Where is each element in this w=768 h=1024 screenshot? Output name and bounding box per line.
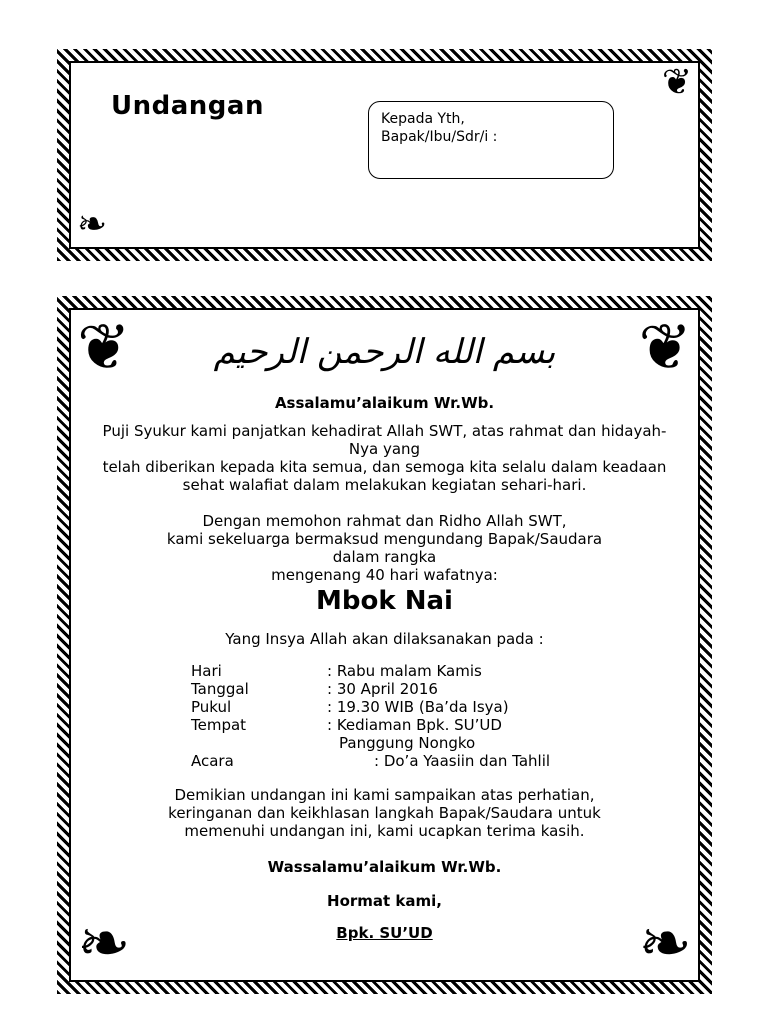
detail-label: Acara — [191, 752, 234, 770]
purpose-line: dalam rangka — [332, 548, 437, 566]
detail-label: Hari — [191, 662, 222, 680]
detail-value: : Kediaman Bpk. SU’UD — [327, 716, 502, 734]
floral-ornament-icon: ❦ — [638, 311, 692, 385]
detail-row-tanggal — [191, 680, 698, 698]
closing-paragraph — [71, 786, 698, 840]
envelope-title: Undangan — [111, 91, 264, 121]
invitation-inner — [69, 308, 700, 982]
detail-row-tempat-cont — [191, 734, 698, 752]
detail-value: Panggung Nongko — [339, 734, 476, 752]
schedule-intro: Yang Insya Allah akan dilaksanakan pada : — [225, 630, 544, 648]
purpose-paragraph — [71, 512, 698, 584]
intro-line: Nya yang — [348, 440, 421, 458]
greeting: Assalamu’alaikum Wr.Wb. — [274, 394, 495, 412]
envelope-inner — [69, 61, 700, 249]
floral-ornament-icon: ❧ — [77, 907, 131, 981]
recipient-box — [368, 101, 614, 179]
detail-label: Tempat — [191, 716, 247, 734]
floral-ornament-icon: ❦ — [661, 62, 692, 103]
envelope-card — [57, 49, 712, 261]
closing-line: memenuhi undangan ini, kami ucapkan terima kasih. — [184, 822, 585, 840]
detail-row-acara — [191, 752, 698, 770]
purpose-line: kami sekeluarga bermaksud mengundang Bapak/Saudara — [166, 530, 603, 548]
closing-line: Demikian undangan ini kami sampaikan atas perhatian, — [174, 786, 595, 804]
floral-ornament-icon: ❦ — [77, 311, 131, 385]
detail-label: Tanggal — [191, 680, 249, 698]
detail-value: : Rabu malam Kamis — [327, 662, 482, 680]
invitation-card — [57, 296, 712, 994]
farewell: Wassalamu’alaikum Wr.Wb. — [267, 858, 502, 876]
floral-ornament-icon: ❧ — [638, 907, 692, 981]
invitation-content — [71, 394, 698, 942]
detail-value: : 30 April 2016 — [327, 680, 438, 698]
detail-label: Pukul — [191, 698, 232, 716]
closing-line: keringanan dan keikhlasan langkah Bapak/Saudara untuk — [168, 804, 601, 822]
signature: Bpk. SU’UD — [336, 924, 433, 942]
deceased-name: Mbok Nai — [316, 586, 453, 616]
floral-ornament-icon: ❧ — [77, 204, 108, 245]
purpose-line: Dengan memohon rahmat dan Ridho Allah SWT, — [202, 512, 567, 530]
detail-value: : Do’a Yaasiin dan Tahlil — [374, 752, 551, 770]
recipient-line-1: Kepada Yth, — [381, 111, 465, 127]
recipient-line-2: Bapak/Ibu/Sdr/i : — [381, 129, 498, 145]
intro-paragraph — [71, 422, 698, 494]
bismillah-calligraphy: بسم الله الرحمن الرحيم — [213, 332, 556, 372]
detail-value: : 19.30 WIB (Ba’da Isya) — [327, 698, 509, 716]
regards: Hormat kami, — [327, 892, 442, 910]
event-details — [191, 662, 698, 770]
purpose-line: mengenang 40 hari wafatnya: — [271, 566, 498, 584]
intro-line: Puji Syukur kami panjatkan kehadirat Allah SWT, atas rahmat dan hidayah- — [102, 422, 667, 440]
intro-line: telah diberikan kepada kita semua, dan semoga kita selalu dalam keadaan — [102, 458, 667, 476]
intro-line: sehat walafiat dalam melakukan kegiatan sehari-hari. — [182, 476, 587, 494]
detail-row-hari — [191, 662, 698, 680]
detail-row-tempat — [191, 716, 698, 734]
detail-row-pukul — [191, 698, 698, 716]
